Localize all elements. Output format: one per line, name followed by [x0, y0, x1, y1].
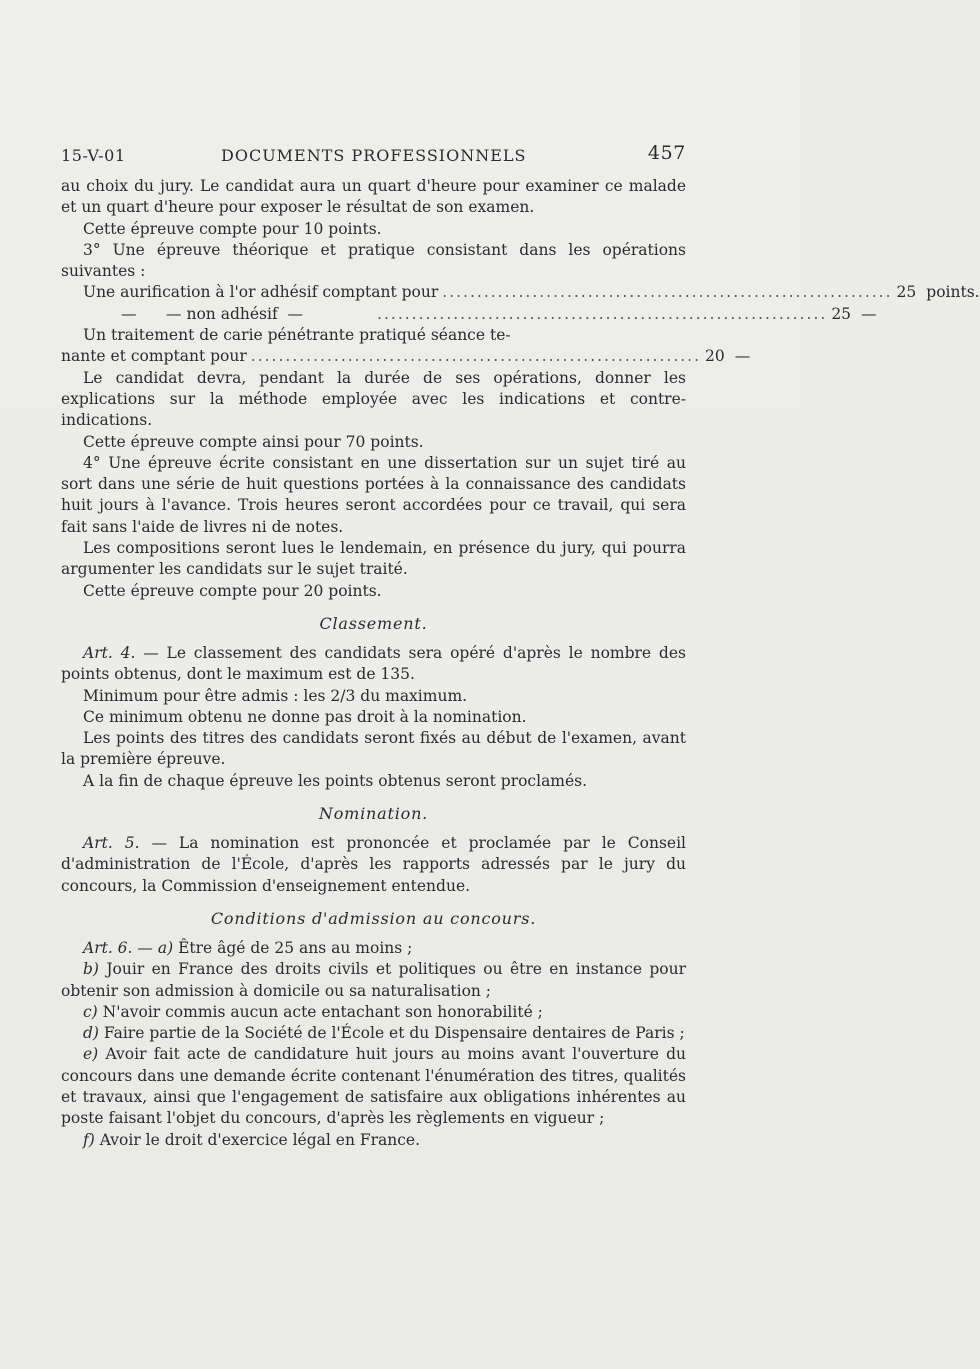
issue-date: 15-V-01 [61, 146, 126, 165]
item-text: Jouir en France des droits civils et politiques ou être en instance pour obtenir son admission à domicile ou sa naturalisation ; [61, 960, 686, 1000]
item-marker: c) [83, 1002, 98, 1021]
page-content [61, 142, 980, 1151]
list-item [61, 1044, 686, 1129]
item-text: Être âgé de 25 ans au moins ; [173, 938, 413, 957]
points-unit: — [861, 304, 877, 323]
paragraph: A la fin de chaque épreuve les points obtenus seront proclamés. [83, 771, 588, 790]
points-label: nante et comptant pour [61, 347, 247, 366]
article-label: Art. 6. [83, 938, 133, 957]
list-item [61, 1002, 686, 1023]
body-text [61, 176, 980, 1151]
paragraph: 4° Une épreuve écrite consistant en une dissertation sur un sujet tiré au sort dans une série de huit questions portées à la connaissance des candidats huit jours à l'avance. Trois heures seront accordées pour ce travail, qui sera fait sans l'aide de livres ni de notes. [61, 453, 686, 536]
paragraph: au choix du jury. Le candidat aura un quart d'heure pour examiner ce malade et un quart d'heure pour exposer le résultat de son examen. [61, 177, 686, 217]
paragraph: Le candidat devra, pendant la durée de ses opérations, donner les explications sur la méthode employée avec les indications et contre-indications. [61, 368, 686, 430]
paragraph: Minimum pour être admis : les 2/3 du maximum. [83, 686, 468, 705]
list-item [61, 1023, 686, 1044]
article-4 [61, 643, 686, 686]
points-value: 25 [831, 304, 852, 323]
points-line [61, 282, 980, 303]
dot-leader: ................................................................. [377, 304, 828, 323]
points-unit: points. [926, 283, 980, 302]
item-marker: d) [83, 1024, 99, 1043]
points-line [61, 346, 751, 367]
article-6 [61, 938, 686, 959]
points-value: 20 [705, 347, 725, 366]
article-label: Art. 5. [83, 834, 140, 853]
section-heading-nomination: Nomination. [318, 804, 429, 824]
item-marker: — a) [132, 938, 174, 957]
paragraph: Les points des titres des candidats seront fixés au début de l'examen, avant la première épreuve. [61, 729, 686, 769]
item-marker: b) [83, 960, 99, 979]
section-heading-conditions: Conditions d'admission au concours. [210, 908, 537, 928]
item-text: Avoir fait acte de candidature huit jours au moins avant l'ouverture du concours dans une demande écrite contenant l'énumération des titres, qualités et travaux, ainsi que l'engagement de satisfaire aux obligations inhérentes au poste faisant l'objet du concours, d'après les règlements en vigueur ; [61, 1045, 686, 1128]
paragraph: Un traitement de carie pénétrante pratiqué séance te- [83, 326, 511, 345]
paragraph: Cette épreuve compte ainsi pour 70 points. [83, 432, 424, 451]
paragraph: Cette épreuve compte pour 20 points. [83, 581, 382, 600]
paragraph: Ce minimum obtenu ne donne pas droit à la nomination. [83, 707, 527, 726]
points-label: — — non adhésif — [121, 304, 304, 323]
paragraph: Cette épreuve compte pour 10 points. [83, 219, 382, 238]
points-label: Une aurification à l'or adhésif comptant pour [83, 283, 439, 302]
list-item [61, 959, 686, 1002]
dot-leader: ................................................................. [442, 283, 893, 302]
running-title: DOCUMENTS PROFESSIONNELS [221, 146, 527, 165]
section-heading-classement: Classement. [319, 613, 428, 633]
paragraph: 3° Une épreuve théorique et pratique consistant dans les opérations suivantes : [61, 240, 686, 281]
article-5 [61, 833, 686, 897]
item-text: N'avoir commis aucun acte entachant son honorabilité ; [97, 1002, 543, 1021]
article-text: — Le classement des candidats sera opéré d'après le nombre des points obtenus, dont le maximum est de 135. [61, 643, 686, 684]
article-text: — La nomination est prononcée et proclamée par le Conseil d'administration de l'École, d'après les rapports adressés par le jury du concours, la Commission d'enseignement entendue. [61, 834, 686, 895]
item-marker: f) [83, 1130, 95, 1149]
item-text: Avoir le droit d'exercice légal en France. [94, 1130, 421, 1149]
points-line [61, 304, 877, 325]
list-item [61, 1130, 686, 1151]
paragraph: Les compositions seront lues le lendemain, en présence du jury, qui pourra argumenter les candidats sur le sujet traité. [61, 539, 686, 579]
points-unit: — [734, 347, 751, 366]
running-head [61, 142, 686, 172]
page-number: 457 [647, 142, 686, 164]
points-value: 25 [896, 283, 917, 302]
item-marker: e) [83, 1045, 99, 1064]
article-label: Art. 4. [83, 643, 136, 662]
item-text: Faire partie de la Société de l'École et du Dispensaire dentaires de Paris ; [98, 1024, 685, 1043]
dot-leader: ................................................................. [250, 347, 702, 366]
